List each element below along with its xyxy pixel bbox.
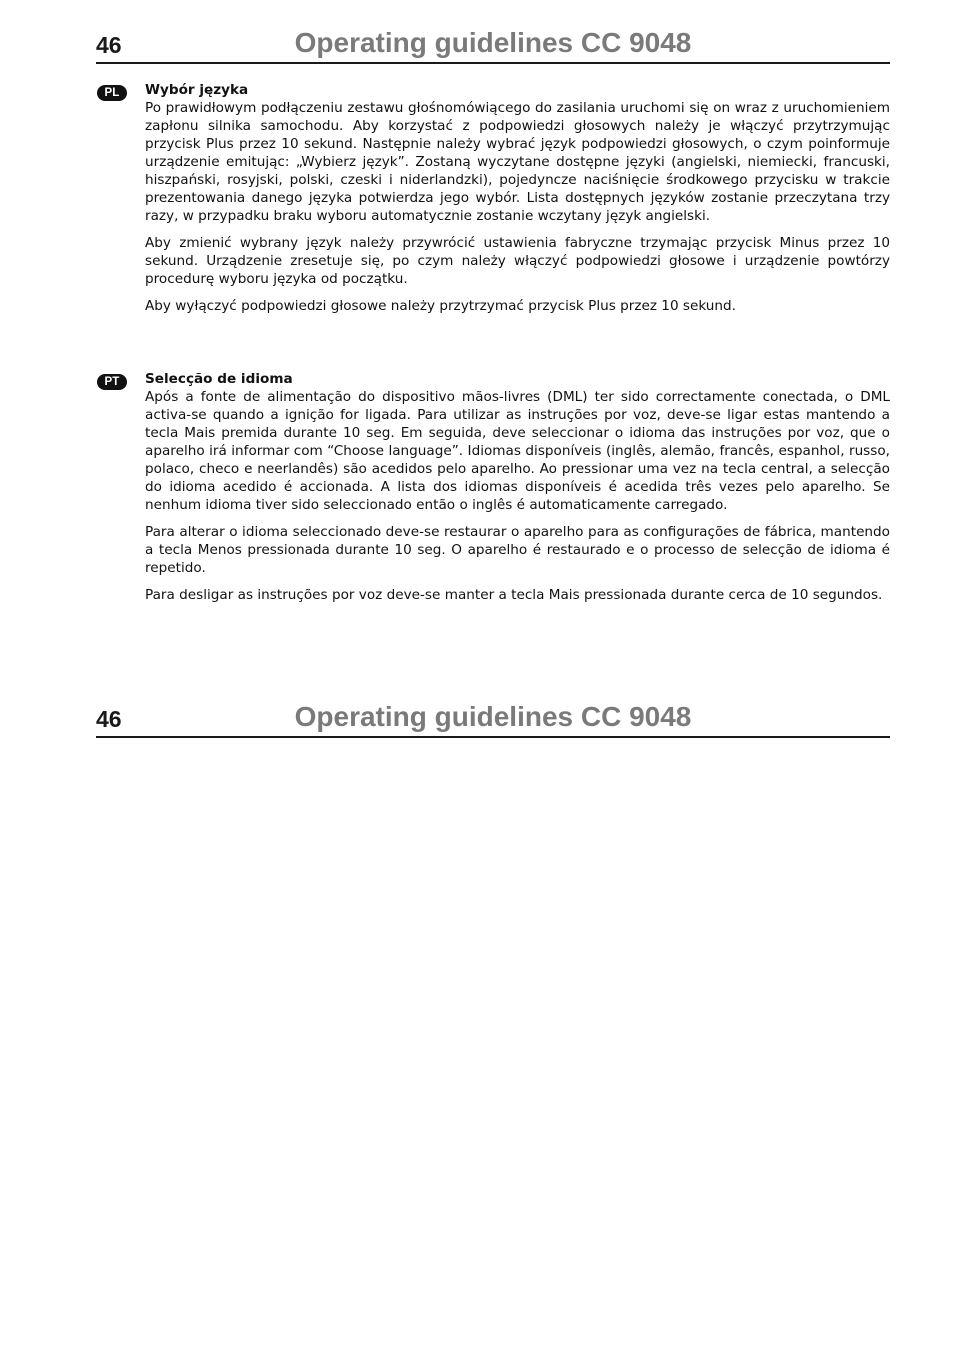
- paragraph: Aby zmienić wybrany język należy przywrócić ustawienia fabryczne trzymając przycisk Minus przez 10 sekund. Urządzenie zresetuje się, po czym należy włączyć podpowiedzi głosowe i urządzenie powtórzy procedurę wyboru języka od początku.: [145, 235, 890, 287]
- section-body: [145, 370, 890, 604]
- paragraph: Após a fonte de alimentação do dispositivo mãos-livres (DML) ter sido correctamente conectada, o DML activa-se quando a ignição for ligada. Para utilizar as instruções por voz, deve-se ligar estas mantendo a tecla Mais premida durante 10 seg. Em seguida, deve seleccionar o idioma das instruções por voz, que o aparelho irá informar com “Choose language”. Idiomas disponíveis (inglês, alemão, francês, espanhol, russo, polaco, checo e neerlandês) são acedidos pelo aparelho. Ao pressionar uma vez na tecla central, a selecção do idioma acedido é accionada. A lista dos idiomas disponíveis é acedida três vezes pelo aparelho. Se nenhum idioma tiver sido seleccionado então o inglês é automaticamente carregado.: [145, 389, 890, 513]
- section-body: [145, 81, 890, 315]
- paragraph: Para desligar as instruções por voz deve-se manter a tecla Mais pressionada durante cerca de 10 segundos.: [145, 587, 883, 603]
- paragraph: Para alterar o idioma seleccionado deve-se restaurar o aparelho para as configurações de fábrica, mantendo a tecla Menos pressionada durante 10 seg. O aparelho é restaurado e o processo de selecção de idioma é repetido.: [145, 524, 890, 576]
- page-header: [96, 27, 890, 64]
- page-number: 46: [96, 32, 122, 58]
- page-title: Operating guidelines CC 9048: [294, 27, 692, 58]
- section-portuguese: [97, 370, 890, 613]
- page-number: 46: [96, 706, 122, 732]
- paragraph: Po prawidłowym podłączeniu zestawu głośnomówiącego do zasilania uruchomi się on wraz z uruchomieniem zapłonu silnika samochodu. Aby korzystać z podpowiedzi głosowych należy je włączyć przytrzymując przycisk Plus przez 10 sekund. Następnie należy wybrać język podpowiedzi głosowych, o czym poinformuje urządzenie emitując: „Wybierz język”. Zostaną wyczytane dostępne języki (angielski, niemiecki, francuski, hiszpański, rosyjski, polski, czeski i niderlandzki), pojedyncze naciśnięcie środkowego przycisku w trakcie prezentowania danego języka potwierdza jego wybór. Lista dostępnych języków zostanie przeczytana trzy razy, w przypadku braku wyboru automatycznie zostanie wczytany język angielski.: [145, 100, 890, 224]
- page-title: Operating guidelines CC 9048: [294, 701, 692, 732]
- section-heading: Wybór języka: [145, 82, 249, 98]
- language-badge-pt: PT: [97, 374, 127, 390]
- section-polish: [97, 81, 890, 324]
- section-heading: Selecção de idioma: [145, 371, 293, 387]
- language-badge-pl: PL: [97, 85, 127, 101]
- paragraph: Aby wyłączyć podpowiedzi głosowe należy przytrzymać przycisk Plus przez 10 sekund.: [145, 298, 736, 314]
- page-header-second: [96, 701, 890, 738]
